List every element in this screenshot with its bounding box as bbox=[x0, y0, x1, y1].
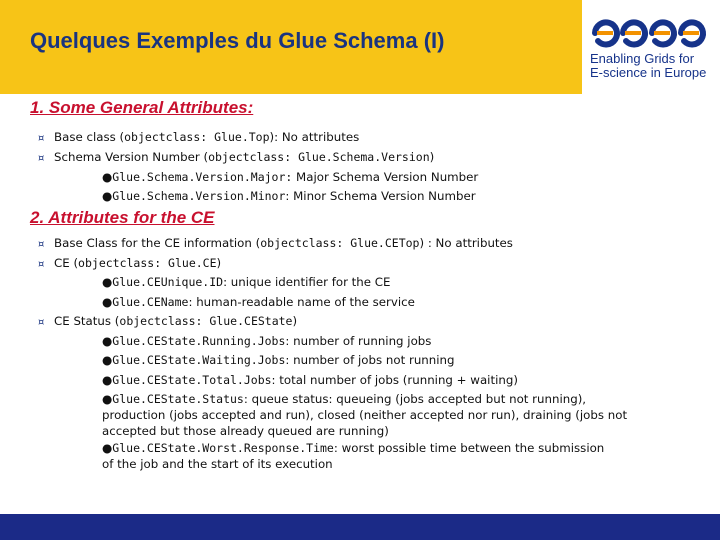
dot-icon: ● bbox=[102, 295, 113, 309]
sub-item: ●Glue.CEUnique.ID: unique identifier for the CE bbox=[102, 275, 391, 289]
page-title: Quelques Exemples du Glue Schema (I) bbox=[30, 28, 445, 53]
logo-egee-icon bbox=[590, 15, 710, 51]
sub-item-continuation: accepted but those already queued are running) bbox=[102, 424, 389, 438]
logo-wordmark-icon bbox=[590, 14, 712, 52]
egee-logo bbox=[590, 14, 712, 84]
logo-tagline-1: Enabling Grids for bbox=[590, 51, 695, 66]
sub-item: ●Glue.Schema.Version.Major: Major Schema Version Number bbox=[102, 170, 479, 184]
dot-icon: ● bbox=[102, 170, 113, 184]
dot-icon: ● bbox=[102, 373, 113, 387]
sub-item: ●Glue.CEState.Total.Jobs: total number of jobs (running + waiting) bbox=[102, 373, 518, 387]
sub-item: ●Glue.CEName: human-readable name of the service bbox=[102, 295, 415, 309]
dot-icon: ● bbox=[102, 353, 113, 367]
bullet-icon: ¤ bbox=[38, 133, 45, 144]
sub-item: ●Glue.CEState.Waiting.Jobs: number of jobs not running bbox=[102, 353, 455, 367]
bullet-icon: ¤ bbox=[38, 317, 45, 328]
sub-item: ●Glue.CEState.Status: queue status: queueing (jobs accepted but not running), bbox=[102, 392, 587, 406]
logo-tagline-2: E-science in Europe bbox=[590, 65, 707, 80]
list-item: ¤ Base Class for the CE information (objectclass: Glue.CETop) : No attributes bbox=[38, 235, 513, 253]
bullet-icon: ¤ bbox=[38, 153, 45, 164]
bullet-icon: ¤ bbox=[38, 239, 45, 250]
list-item: ¤ Base class (objectclass: Glue.Top): No attributes bbox=[38, 129, 359, 147]
section-2-heading: 2. Attributes for the CE bbox=[30, 208, 215, 227]
sub-item-continuation: production (jobs accepted and run), closed (neither accepted nor run), draining (jobs not bbox=[102, 408, 628, 422]
dot-icon: ● bbox=[102, 275, 113, 289]
dot-icon: ● bbox=[102, 189, 113, 203]
footer-band bbox=[0, 514, 720, 540]
bullet-icon: ¤ bbox=[38, 259, 45, 270]
list-item: ¤ CE Status (objectclass: Glue.CEState) bbox=[38, 313, 297, 331]
dot-icon: ● bbox=[102, 392, 113, 406]
sub-item: ●Glue.CEState.Running.Jobs: number of running jobs bbox=[102, 334, 432, 348]
list-item: ¤ Schema Version Number (objectclass: Glue.Schema.Version) bbox=[38, 149, 434, 167]
dot-icon: ● bbox=[102, 441, 113, 455]
sub-item: ●Glue.Schema.Version.Minor: Minor Schema Version Number bbox=[102, 189, 476, 203]
sub-item: ●Glue.CEState.Worst.Response.Time: worst possible time between the submission bbox=[102, 441, 605, 455]
dot-icon: ● bbox=[102, 334, 113, 348]
sub-item-continuation: of the job and the start of its execution bbox=[102, 457, 333, 471]
section-1-heading: 1. Some General Attributes: bbox=[30, 98, 254, 117]
list-item: ¤ CE (objectclass: Glue.CE) bbox=[38, 255, 221, 273]
